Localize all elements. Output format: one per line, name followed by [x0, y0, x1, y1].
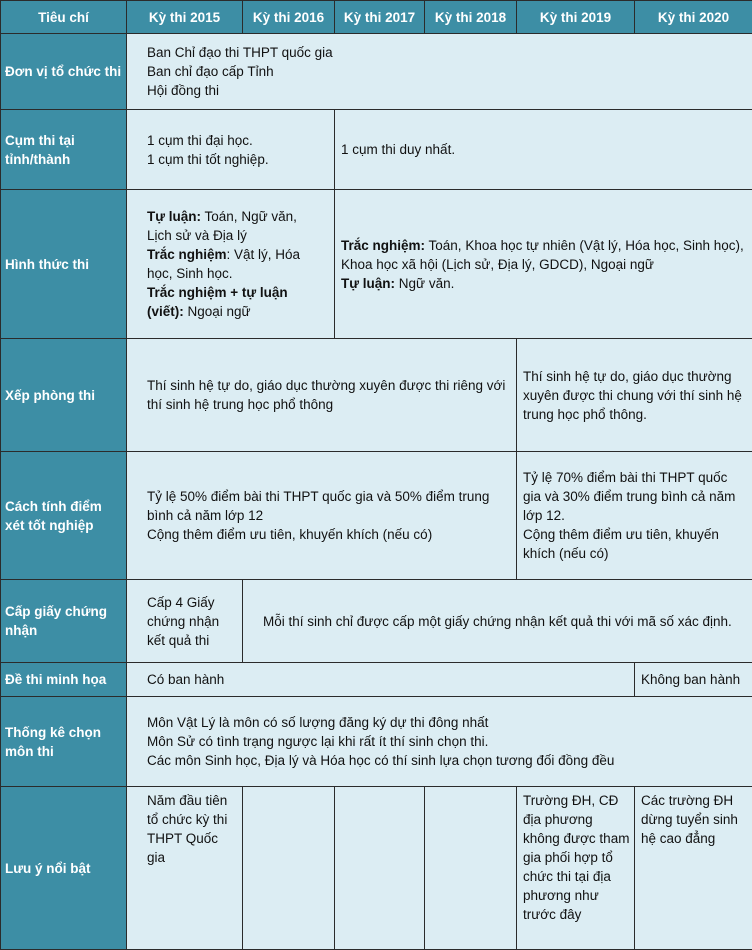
label-trac-nghiem: Trắc nghiệm	[147, 247, 227, 262]
label-tu-luan: Tự luận:	[341, 276, 395, 291]
criteria-don-vi: Đơn vị tổ chức thi	[1, 34, 127, 110]
cell-cach-tinh-early	[127, 452, 517, 580]
text-line: 1 cụm thi tốt nghiệp.	[147, 150, 330, 169]
text-line: Cộng thêm điểm ưu tiên, khuyến khích (nếu có)	[147, 525, 512, 544]
text-trac-nghiem: : Vật lý, Hóa học, Sinh học.	[147, 247, 300, 281]
text-line: 1 cụm thi đại học.	[147, 131, 330, 150]
cell-cach-tinh-late	[517, 452, 752, 580]
cell-de-thi-early: Có ban hành	[127, 663, 635, 697]
header-year-2016: Kỳ thi 2016	[243, 1, 335, 34]
row-luu-y	[1, 787, 752, 950]
cell-don-vi	[127, 34, 752, 110]
cell-hinh-thuc-later	[335, 190, 752, 339]
cell-xep-phong-late: Thí sinh hệ tự do, giáo dục thường xuyên được thi chung với thí sinh hệ trung học phổ thông.	[517, 339, 752, 452]
criteria-cach-tinh: Cách tính điểm xét tốt nghiệp	[1, 452, 127, 580]
header-year-2015: Kỳ thi 2015	[127, 1, 243, 34]
text-line: Ban Chỉ đạo thi THPT quốc gia	[147, 43, 748, 62]
row-cap-giay	[1, 580, 752, 663]
cell-de-thi-2020: Không ban hành	[635, 663, 752, 697]
cell-luu-y-2018	[425, 787, 517, 950]
criteria-de-thi: Đề thi minh họa	[1, 663, 127, 697]
header-year-2017: Kỳ thi 2017	[335, 1, 425, 34]
cell-xep-phong-early: Thí sinh hệ tự do, giáo dục thường xuyên được thi riêng với thí sinh hệ trung học phổ thông	[127, 339, 517, 452]
criteria-cap-giay: Cấp giấy chứng nhận	[1, 580, 127, 663]
text-trac-nghiem: Toán, Khoa học tự nhiên (Vật lý, Hóa học, Sinh học), Khoa học xã hội (Lịch sử, Địa lý, GDCD), Ngoại ngữ	[341, 238, 744, 272]
text-line: Tỷ lệ 50% điểm bài thi THPT quốc gia và 50% điểm trung bình cả năm lớp 12	[147, 487, 512, 525]
cell-cum-thi-later: 1 cụm thi duy nhất.	[335, 110, 752, 190]
text-line: Cộng thêm điểm ưu tiên, khuyến khích (nếu có)	[523, 525, 748, 563]
cell-luu-y-2017	[335, 787, 425, 950]
text-tu-luan: Toán, Ngữ văn, Lịch sử và Địa lý	[147, 209, 297, 243]
header-criteria: Tiêu chí	[1, 1, 127, 34]
row-de-thi	[1, 663, 752, 697]
text-tron: Ngoại ngữ	[184, 304, 251, 319]
label-trac-nghiem: Trắc nghiệm:	[341, 238, 425, 253]
text-line: Môn Vật Lý là môn có số lượng đăng ký dự thi đông nhất	[147, 713, 748, 732]
label-tu-luan: Tự luận:	[147, 209, 201, 224]
row-don-vi	[1, 34, 752, 110]
criteria-hinh-thuc: Hình thức thi	[1, 190, 127, 339]
cell-luu-y-2020: Các trường ĐH dừng tuyển sinh hệ cao đẳng	[635, 787, 752, 950]
row-cach-tinh	[1, 452, 752, 580]
row-hinh-thuc	[1, 190, 752, 339]
criteria-luu-y: Lưu ý nổi bật	[1, 787, 127, 950]
cell-hinh-thuc-2015	[127, 190, 335, 339]
text-line: Hội đồng thi	[147, 81, 748, 100]
cell-cap-giay-later: Mỗi thí sinh chỉ được cấp một giấy chứng nhận kết quả thi với mã số xác định.	[243, 580, 752, 663]
row-xep-phong	[1, 339, 752, 452]
header-year-2020: Kỳ thi 2020	[635, 1, 752, 34]
cell-thong-ke	[127, 697, 752, 787]
header-year-2018: Kỳ thi 2018	[425, 1, 517, 34]
cell-luu-y-2015: Năm đầu tiên tổ chức kỳ thi THPT Quốc gia	[127, 787, 243, 950]
criteria-xep-phong: Xếp phòng thi	[1, 339, 127, 452]
label-tron: Trắc nghiệm + tự luận (viết):	[147, 285, 288, 319]
row-thong-ke	[1, 697, 752, 787]
cell-cap-giay-2015: Cấp 4 Giấy chứng nhận kết quả thi	[127, 580, 243, 663]
criteria-cum-thi: Cụm thi tại tỉnh/thành	[1, 110, 127, 190]
text-line: Môn Sử có tình trạng ngược lại khi rất ít thí sinh chọn thi.	[147, 732, 748, 751]
header-row	[1, 1, 752, 34]
text-line: Tỷ lệ 70% điểm bài thi THPT quốc gia và 30% điểm trung bình cả năm lớp 12.	[523, 468, 748, 525]
row-cum-thi	[1, 110, 752, 190]
cell-cum-thi-2015	[127, 110, 335, 190]
header-year-2019: Kỳ thi 2019	[517, 1, 635, 34]
cell-luu-y-2016	[243, 787, 335, 950]
criteria-thong-ke: Thống kê chọn môn thi	[1, 697, 127, 787]
text-line: Các môn Sinh học, Địa lý và Hóa học có thí sinh lựa chọn tương đối đồng đều	[147, 751, 748, 770]
text-tu-luan: Ngữ văn.	[395, 276, 454, 291]
text-line: Ban chỉ đạo cấp Tỉnh	[147, 62, 748, 81]
cell-luu-y-2019: Trường ĐH, CĐ địa phương không được tham gia phối hợp tổ chức thi tại địa phương như trước đây	[517, 787, 635, 950]
